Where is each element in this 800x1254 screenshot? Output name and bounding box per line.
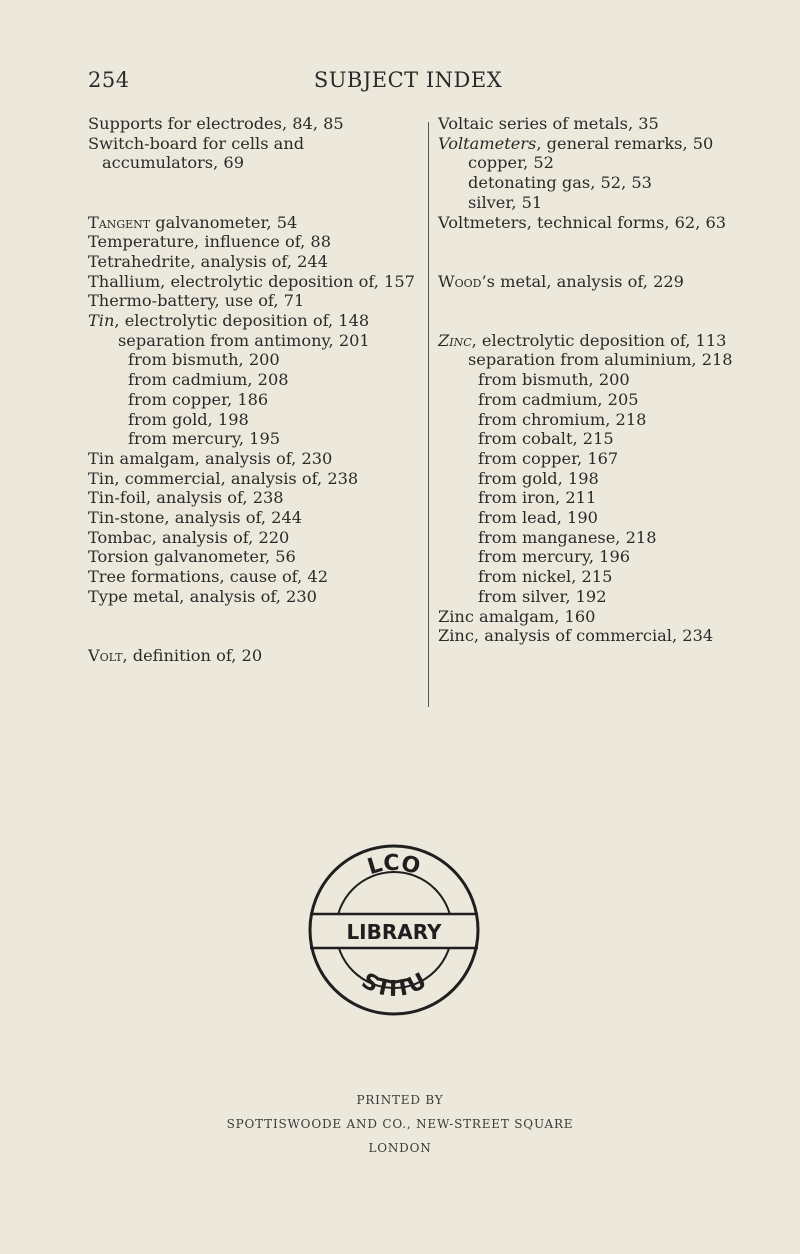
index-column-right — [438, 114, 738, 646]
index-subentry: from cadmium, 205 — [478, 389, 639, 409]
index-subentry: from copper, 186 — [128, 389, 269, 409]
index-subentry: from cadmium, 208 — [128, 370, 289, 390]
index-entry-tangent — [88, 213, 420, 233]
index-subentry: from bismuth, 200 — [478, 370, 630, 390]
index-subentry: from chromium, 218 — [478, 409, 647, 429]
page-number: 254 — [88, 68, 130, 92]
entry-text: , definition of, 20 — [122, 645, 263, 665]
index-subentry: from gold, 198 — [128, 409, 249, 429]
index-subentry: from cobalt, 215 — [478, 429, 614, 449]
index-entry-tin — [88, 311, 420, 331]
index-entry-voltameters — [438, 134, 738, 154]
index-subentry: from mercury, 196 — [478, 547, 631, 567]
index-entry-zinc — [438, 331, 738, 351]
index-subentry: separation from antimony, 201 — [118, 330, 370, 350]
index-entry: Tin amalgam, analysis of, 230 — [88, 448, 333, 468]
index-entry-wood — [438, 272, 738, 292]
index-entry-temperature: Temperature, influence of, 88 — [88, 232, 332, 252]
index-subentry-separation: separation from aluminium, 218 — [468, 350, 733, 370]
index-entry-thallium: Thallium, electrolytic deposition of, 157 — [88, 271, 415, 291]
entry-head: Tin — [88, 311, 115, 331]
entry-text: galvanometer, 54 — [150, 212, 298, 232]
entry-head: Voltameters — [438, 133, 537, 153]
index-entry-thermo-battery: Thermo-battery, use of, 71 — [88, 291, 305, 311]
index-entry: Tree formations, cause of, 42 — [88, 567, 328, 587]
index-entry: Tin-foil, analysis of, 238 — [88, 488, 284, 508]
column-divider — [428, 122, 429, 707]
index-subentry: copper, 52 — [468, 153, 554, 173]
entry-text: ’s metal, analysis of, 229 — [481, 271, 684, 291]
index-entry-voltmeters: Voltmeters, technical forms, 62, 63 — [438, 212, 727, 232]
index-entry-volt — [88, 646, 420, 666]
imprint-line: PRINTED BY — [356, 1093, 444, 1107]
entry-head: Volt — [88, 645, 123, 665]
entry-head: Tangent — [88, 212, 151, 232]
index-entry-supports: Supports for electrodes, 84, 85 — [88, 114, 344, 133]
index-entry: Zinc amalgam, 160 — [438, 606, 596, 626]
index-entry-switchboard: Switch-board for cells and accumulators, 69 — [88, 133, 305, 173]
running-title: SUBJECT INDEX — [313, 68, 503, 92]
index-subentry: from mercury, 195 — [128, 429, 281, 449]
index-entry: Torsion galvanometer, 56 — [88, 547, 296, 567]
index-entry: Tin-stone, analysis of, 244 — [88, 508, 303, 528]
imprint-line: LONDON — [368, 1141, 432, 1155]
entry-text: , electrolytic deposition of, 148 — [114, 311, 370, 331]
index-subentry: from copper, 167 — [478, 448, 619, 468]
index-subentry: from iron, 211 — [478, 488, 597, 508]
printer-imprint — [0, 1088, 800, 1160]
index-subentry: from nickel, 215 — [478, 567, 613, 587]
index-subentry: from gold, 198 — [478, 468, 599, 488]
stamp-bottom-text: STITU — [357, 968, 431, 1003]
index-subentry: from silver, 192 — [478, 586, 607, 606]
entry-text: , electrolytic deposition of, 113 — [471, 330, 727, 350]
imprint-line: SPOTTISWOODE AND CO., NEW-STREET SQUARE — [226, 1117, 574, 1131]
stamp-top-text: LCO — [364, 850, 423, 881]
index-subentry: detonating gas, 52, 53 — [468, 173, 652, 193]
entry-text: , general remarks, 50 — [536, 133, 714, 153]
index-subentry: from bismuth, 200 — [128, 350, 280, 370]
index-column-left — [88, 114, 420, 666]
entry-head: Zinc — [438, 330, 472, 350]
index-subentry: silver, 51 — [468, 192, 543, 212]
page-header — [88, 68, 728, 98]
stamp-center-text: LIBRARY — [346, 920, 442, 944]
index-entry: Zinc, analysis of commercial, 234 — [438, 626, 714, 646]
index-entry-tetrahedrite: Tetrahedrite, analysis of, 244 — [88, 251, 329, 271]
entry-head: Wood — [438, 271, 482, 291]
index-entry: Tombac, analysis of, 220 — [88, 527, 290, 547]
index-entry: Tin, commercial, analysis of, 238 — [88, 468, 359, 488]
index-entry: Type metal, analysis of, 230 — [88, 586, 317, 606]
index-entry-voltaic: Voltaic series of metals, 35 — [438, 114, 659, 133]
index-subentry: from manganese, 218 — [478, 527, 657, 547]
index-subentry: from lead, 190 — [478, 508, 598, 528]
library-stamp — [304, 840, 484, 1020]
